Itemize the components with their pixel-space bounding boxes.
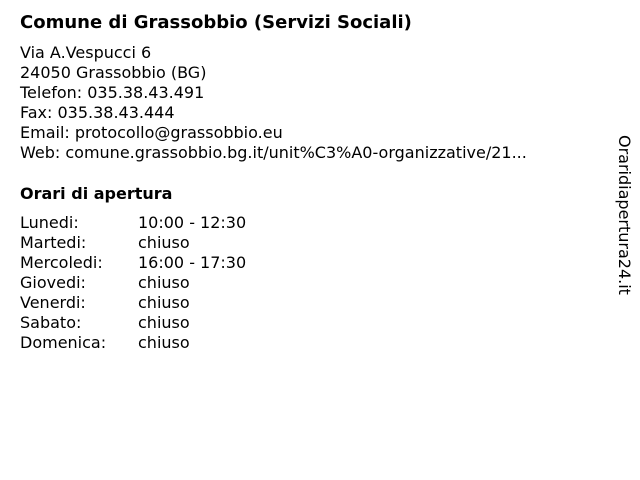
phone-line: Telefon: 035.38.43.491 [20, 83, 205, 102]
site-watermark [614, 135, 634, 310]
city-line: 24050 Grassobbio (BG) [20, 63, 207, 82]
day-label: Martedi: [20, 233, 87, 252]
day-hours: 16:00 - 17:30 [138, 253, 247, 272]
day-hours: chiuso [138, 313, 190, 332]
day-label: Lunedi: [20, 213, 79, 232]
day-hours: chiuso [138, 333, 190, 352]
day-label: Sabato: [20, 313, 82, 332]
address-line: Via A.Vespucci 6 [20, 43, 152, 62]
day-hours: chiuso [138, 273, 190, 292]
email-line: Email: protocollo@grassobbio.eu [20, 123, 283, 142]
day-hours: chiuso [138, 233, 190, 252]
day-label: Domenica: [20, 333, 107, 352]
day-hours: 10:00 - 12:30 [138, 213, 247, 232]
web-line: Web: comune.grassobbio.bg.it/unit%C3%A0-organizzative/21... [20, 143, 527, 162]
fax-line: Fax: 035.38.43.444 [20, 103, 175, 122]
day-label: Mercoledi: [20, 253, 103, 272]
day-label: Giovedi: [20, 273, 86, 292]
page-title: Comune di Grassobbio (Servizi Sociali) [20, 12, 412, 33]
opening-hours-title: Orari di apertura [20, 184, 173, 203]
day-label: Venerdi: [20, 293, 86, 312]
contact-block [20, 43, 527, 163]
day-hours: chiuso [138, 293, 190, 312]
site-brand-text: Oraridiapertura24.it [615, 135, 634, 295]
